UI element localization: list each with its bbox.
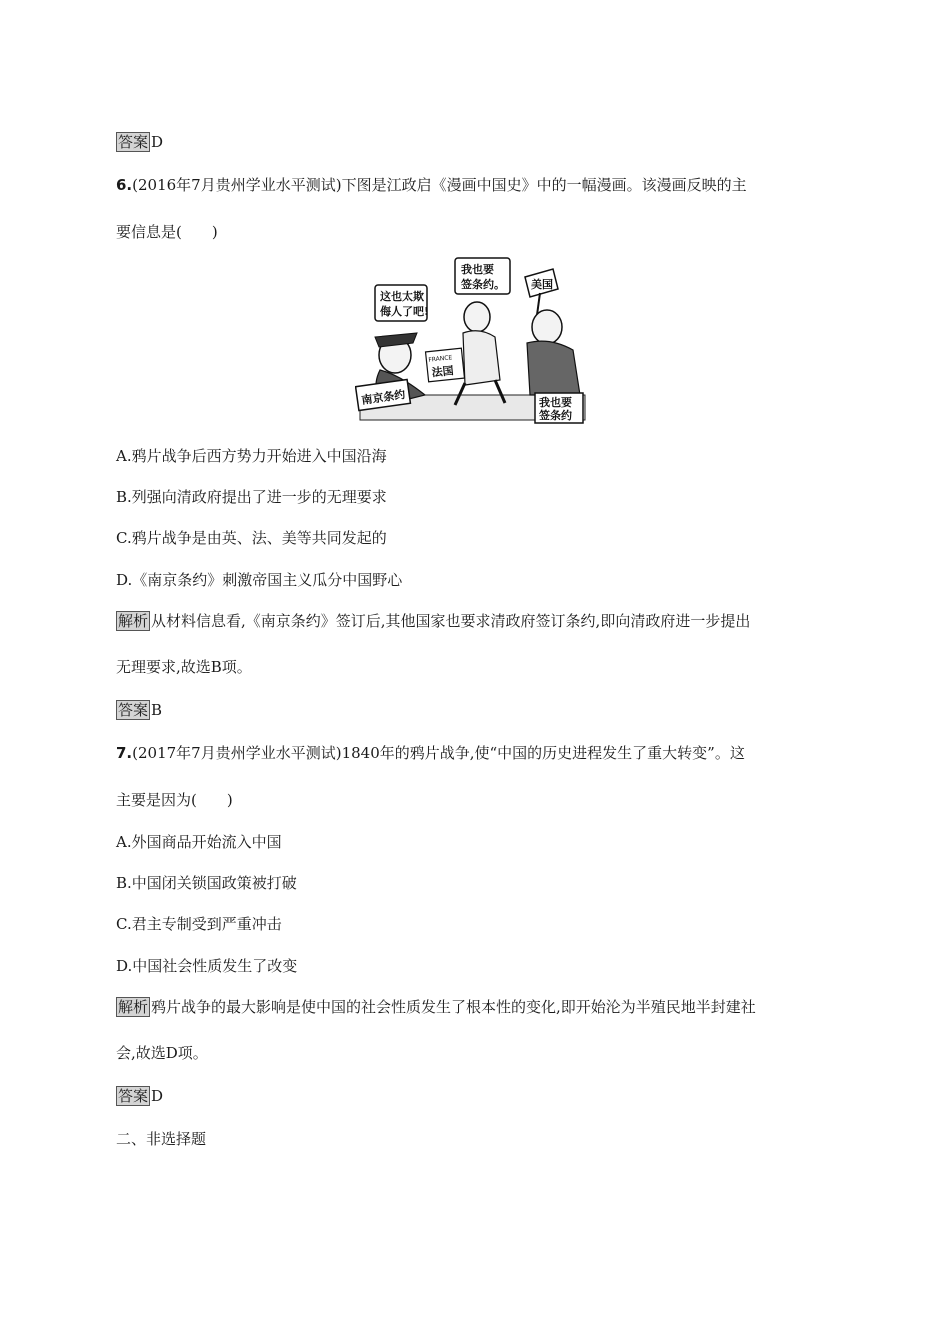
france-figure-head (464, 302, 490, 332)
qing-official-hat (375, 333, 417, 347)
bubble1-line1: 这也太欺 (380, 290, 424, 303)
prev-answer-line (116, 132, 163, 152)
answer-value: B (151, 701, 163, 719)
analysis-tag: 解析 (118, 998, 149, 1016)
answer-value: D (151, 133, 164, 151)
section2-title: 二、非选择题 (116, 1130, 207, 1148)
q6-analysis-line2: 无理要求,故选B项。 (116, 658, 252, 676)
q7-analysis-text1: 鸦片战争的最大影响是使中国的社会性质发生了根本性的变化,即开始沦为半殖民地半封建社 (151, 998, 756, 1016)
france-document-cn: 法国 (431, 364, 455, 380)
answer-value: D (151, 1087, 164, 1105)
q7-analysis-line2: 会,故选D项。 (116, 1044, 208, 1062)
bubble2-line2: 签条约。 (461, 278, 505, 291)
q6-number: 6. (116, 176, 133, 194)
bubble2-line1: 我也要 (461, 263, 494, 276)
q6-option-b: B.列强向清政府提出了进一步的无理要求 (116, 488, 387, 506)
q7-stem-text1: (2017年7月贵州学业水平测试)1840年的鸦片战争,使“中国的历史进程发生了重大转变”。这 (132, 744, 745, 762)
q6-stem-line1 (116, 175, 747, 195)
q7-analysis-line1 (116, 997, 756, 1017)
q6-option-a: A.鸦片战争后西方势力开始进入中国沿海 (116, 447, 387, 465)
france-figure-body (463, 331, 500, 385)
answer-tag: 答案 (118, 133, 149, 151)
answer-tag: 答案 (118, 701, 149, 719)
bubble1-line2: 侮人了吧! (380, 305, 430, 318)
q7-number: 7. (116, 744, 133, 762)
q6-answer-line (116, 700, 162, 720)
bottom-sign-line2: 签条约 (539, 409, 572, 422)
q7-option-b: B.中国闭关锁国政策被打破 (116, 874, 297, 892)
nanjing-treaty-text: 南京条约 (360, 387, 407, 407)
q7-option-a: A.外国商品开始流入中国 (116, 833, 282, 851)
q6-analysis-text1: 从材料信息看,《南京条约》签订后,其他国家也要求清政府签订条约,即向清政府进一步提出 (151, 612, 751, 630)
q7-stem-line2: 主要是因为( ) (116, 791, 233, 809)
q6-cartoon (355, 255, 590, 425)
q7-answer-line (116, 1086, 163, 1106)
analysis-tag: 解析 (118, 612, 149, 630)
q7-option-d: D.中国社会性质发生了改变 (116, 957, 298, 975)
q6-stem-line2: 要信息是( ) (116, 223, 218, 241)
q6-analysis-line1 (116, 611, 750, 631)
bottom-sign-line1: 我也要 (539, 396, 572, 409)
usa-figure-head (532, 310, 562, 344)
q7-option-c: C.君主专制受到严重冲击 (116, 915, 282, 933)
q6-stem-text1: (2016年7月贵州学业水平测试)下图是江政启《漫画中国史》中的一幅漫画。该漫画反映的主 (132, 176, 747, 194)
usa-sign-text: 美国 (531, 278, 553, 291)
q7-stem-line1 (116, 743, 745, 763)
usa-figure-body (527, 341, 580, 395)
answer-tag: 答案 (118, 1087, 149, 1105)
cartoon-illustration (355, 255, 590, 425)
france-document-en: FRANCE (428, 354, 453, 364)
q6-option-d: D.《南京条约》刺激帝国主义瓜分中国野心 (116, 571, 403, 589)
q6-option-c: C.鸦片战争是由英、法、美等共同发起的 (116, 529, 387, 547)
